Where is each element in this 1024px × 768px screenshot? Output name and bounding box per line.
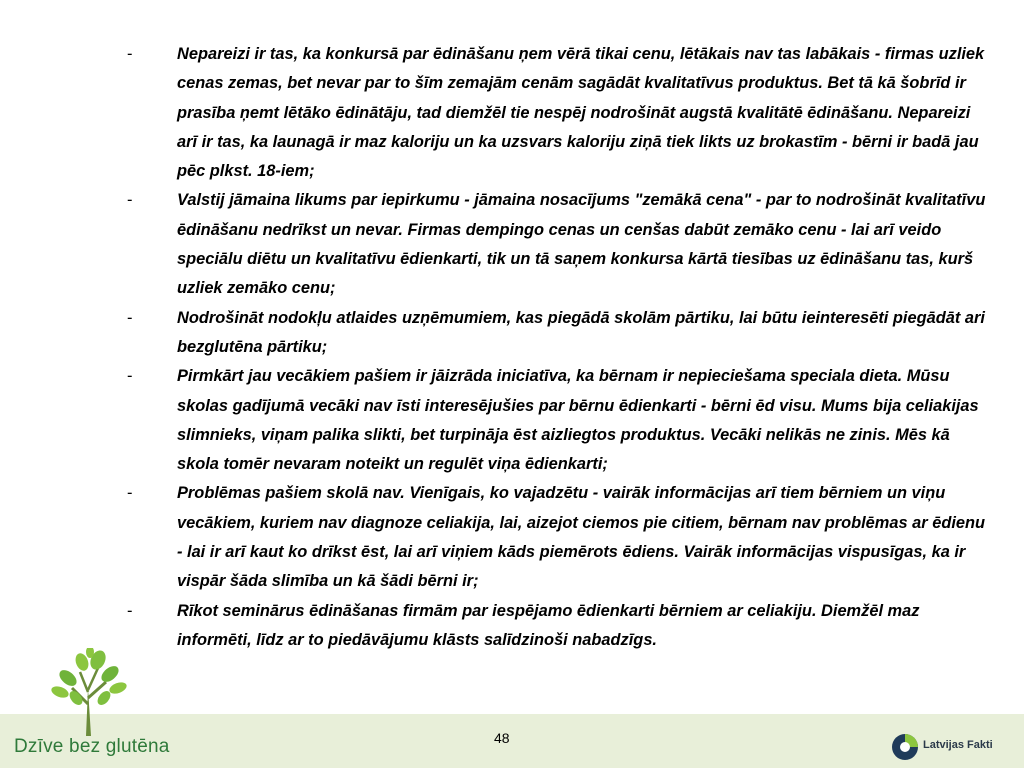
bullet-list	[127, 40, 989, 655]
bullet-text: Valstij jāmaina likums par iepirkumu - jāmaina nosacījums "zemākā cena" - par to nodrošināt kvalitatīvu ēdināšanu nedrīkst un nevar. Firmas dempingo cenas un cenšas dabūt zemāko cenu - lai arī veido speciālu diētu un kvalitatīvu ēdienkarti, tik un tā saņem konkursa kārtā tiesības uz ēdināšanu tas, kurš uzliek zemāko cenu;	[177, 191, 986, 298]
bullet-text: Nepareizi ir tas, ka konkursā par ēdināšanu ņem vērā tikai cenu, lētākais nav tas labākais - firmas uzliek cenas zemas, bet nevar par to šīm zemajām cenām sagādāt kvalitatīvus produktus. Bet tā kā šobrīd ir prasība ņemt lētāko ēdinātāju, tad diemžēl tie nespēj nodrošināt augstā kvalitātē ēdināšanu. Nepareizi arī ir tas, ka launagā ir maz kaloriju un ka uzsvars kaloriju ziņā tiek likts uz brokastīm - bērni ir badā jau pēc plkst. 18-iem;	[177, 45, 985, 181]
bullet-item	[127, 40, 989, 186]
bullet-text: Problēmas pašiem skolā nav. Vienīgais, ko vajadzētu - vairāk informācijas arī tiem bērniem un viņu vecākiem, kuriem nav diagnoze celiakija, lai, aizejot ciemos pie citiem, bērnam nav problēmas ar ēdienu - lai ir arī kaut ko drīkst ēst, lai arī viņiem kāds piemērots ēdiens. Vairāk informācijas vispusīgas, ka ir vispār šāda slimība un kā šādi bērni ir;	[177, 484, 986, 591]
bullet-marker: -	[127, 484, 133, 503]
bullet-marker: -	[127, 308, 133, 327]
brand-name: Dzīve bez glutēna	[14, 736, 170, 757]
page-number: 48	[494, 730, 510, 746]
bullet-item	[127, 186, 989, 303]
bullet-item	[127, 597, 989, 656]
latvijas-fakti-logo-icon	[890, 730, 920, 764]
bullet-marker: -	[127, 367, 133, 386]
bullet-item	[127, 479, 989, 596]
bullet-text: Nodrošināt nodokļu atlaides uzņēmumiem, kas piegādā skolām pārtiku, lai būtu ieinteresēti piegādāt ari bezglutēna pārtiku;	[177, 308, 985, 356]
tree-logo-icon	[48, 648, 128, 736]
bullet-marker: -	[127, 601, 133, 620]
bullet-marker: -	[127, 45, 133, 63]
bullet-text: Pirmkārt jau vecākiem pašiem ir jāizrāda iniciatīva, ka bērnam ir nepieciešama speciala dieta. Mūsu skolas gadījumā vecāki nav īsti interesējušies par bērnu ēdienkarti - bērni ēd visu. Mums bija celiakijas slimnieks, viņam palika slikti, bet turpināja ēst aizliegtos produktus. Vecāki nelikās ne zinis. Mēs kā skola tomēr nevaram noteikt un regulēt viņa ēdienkarti;	[177, 367, 979, 474]
bullet-marker: -	[127, 191, 133, 210]
partner-logo-text: Latvijas Fakti	[923, 739, 993, 751]
partner-logo	[890, 730, 1020, 764]
bullet-item	[127, 362, 989, 479]
bullet-item	[127, 304, 989, 363]
bullet-text: Rīkot seminārus ēdināšanas firmām par iespējamo ēdienkarti bērniem ar celiakiju. Diemžēl maz informēti, līdz ar to piedāvājumu klāsts salīdzinoši nabadzīgs.	[177, 601, 920, 649]
